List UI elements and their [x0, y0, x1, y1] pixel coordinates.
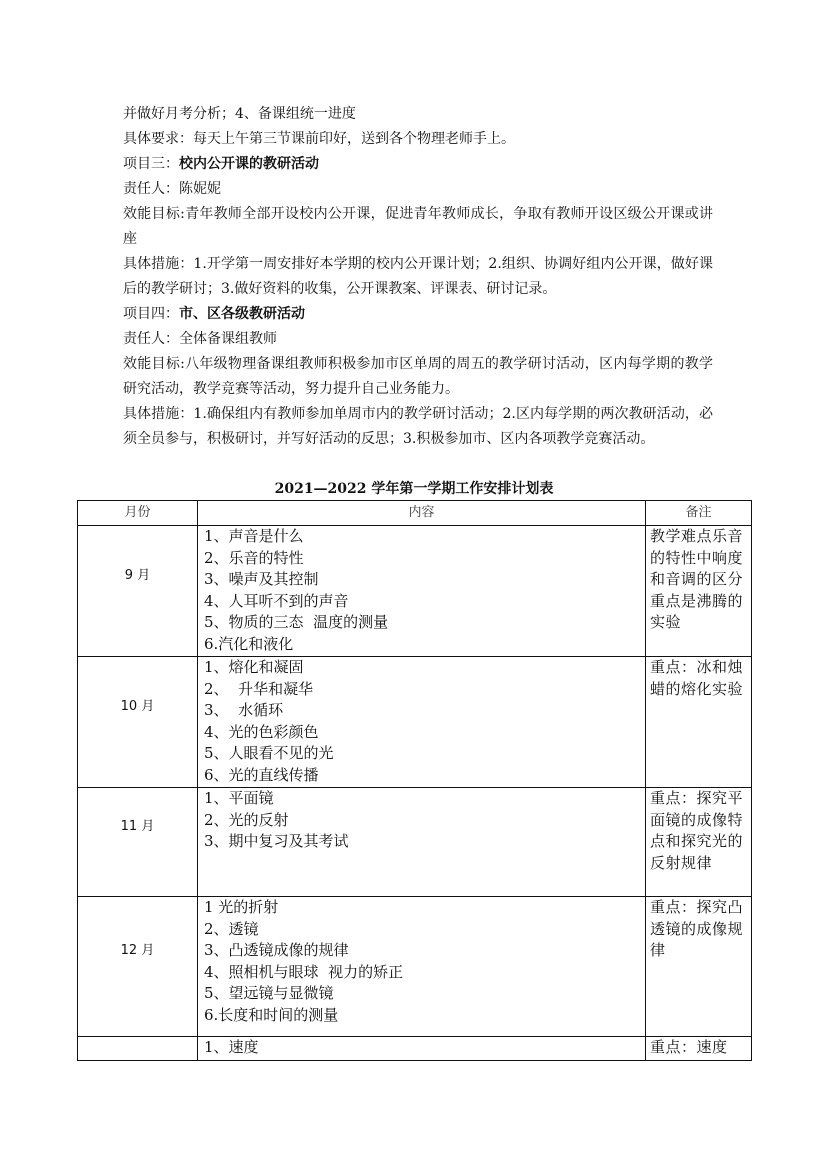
table-row [78, 657, 752, 788]
content-item: 1、声音是什么 [204, 527, 304, 545]
paragraph-project-four [123, 302, 713, 327]
content-item: 6.汽化和液化 [204, 634, 294, 653]
paragraph-text: 1.确保组内有教师参加单周市内的教学研讨活动；2.区内每学期的两次教研活动，必须全员参与，积极研讨，并写好活动的反思；3.积极参加市、区内各项教学竞赛活动。 [123, 406, 714, 447]
content-item: 4、人耳听不到的声音 [204, 591, 349, 610]
paragraph-label: 具体措施： [123, 406, 194, 422]
paragraph-text: 全体备课组教师 [179, 331, 277, 347]
paragraph-label: 效能目标: [123, 356, 185, 372]
content-item: 1、熔化和凝固 [204, 658, 304, 676]
content-item: 3、凸透镜成像的规律 [204, 941, 349, 959]
month-cell [78, 788, 198, 897]
month-cell [78, 1037, 198, 1061]
month-cell [78, 897, 198, 1037]
paragraph-text: 陈妮妮 [179, 181, 221, 197]
content-item: 6、光的直线传播 [204, 765, 319, 784]
month-label: 12 月 [120, 943, 155, 958]
note-cell: 教学难点乐音的特性中响度和音调的区分重点是沸腾的实验 [646, 526, 752, 657]
content-item: 5、物质的三态 温度的测量 [204, 613, 389, 631]
content-cell [198, 657, 646, 788]
content-item: 4、照相机与眼球 视力的矫正 [204, 962, 404, 981]
paragraph-label: 项目三： [123, 156, 179, 172]
paragraph-owner [123, 327, 713, 352]
paragraph-measures [123, 402, 713, 452]
header-notes: 备注 [646, 501, 752, 526]
note-cell: 重点：冰和烛蜡的熔化实验 [646, 657, 752, 788]
paragraph-project-three [123, 152, 713, 177]
paragraph-label: 具体措施： [123, 256, 194, 272]
content-item: 3、 水循环 [204, 701, 284, 719]
paragraph-continued [123, 102, 713, 127]
paragraph-goal [123, 202, 713, 252]
content-item: 4、光的色彩颜色 [204, 722, 319, 741]
note-cell: 重点：探究凸透镜的成像规律 [646, 897, 752, 1037]
month-label: 9 月 [124, 567, 151, 583]
table-row [78, 788, 752, 897]
content-item: 2、乐音的特性 [204, 548, 304, 567]
table-header-row [78, 501, 752, 526]
paragraph-label: 责任人： [123, 331, 179, 347]
plan-paragraphs [123, 102, 713, 452]
header-month: 月份 [78, 501, 198, 526]
paragraph-text: 青年教师全部开设校内公开课，促进青年教师成长，争取有教师开设区级公开课或讲座 [123, 206, 714, 247]
paragraph-label: 项目四： [123, 306, 179, 322]
paragraph-label: 效能目标: [123, 206, 185, 222]
paragraph-measures [123, 252, 713, 302]
note-cell: 重点：速度 [646, 1037, 752, 1061]
note-cell: 重点：探究平面镜的成像特点和探究光的反射规律 [646, 788, 752, 897]
content-item: 1、平面镜 [204, 789, 274, 807]
content-item: 2、 升华和凝华 [204, 679, 314, 698]
content-item: 2、光的反射 [204, 810, 289, 829]
month-label: 11 月 [120, 818, 155, 834]
content-item: 1 光的折射 [204, 898, 279, 916]
content-cell [198, 1037, 646, 1061]
paragraph-text: 八年级物理备课组教师积极参加市区单周的周五的教学研讨活动，区内每学期的教学研究活动，教学竞赛等活动，努力提升自己业务能力。 [123, 356, 714, 397]
month-cell [78, 657, 198, 788]
work-plan-table [77, 500, 752, 1061]
paragraph-text: 并做好月考分析；4、备课组统一进度 [123, 106, 356, 122]
paragraph-label: 责任人： [123, 181, 179, 197]
content-cell [198, 526, 646, 657]
content-item: 5、望远镜与显微镜 [204, 984, 334, 1002]
content-item: 3、期中复习及其考试 [204, 832, 349, 850]
content-cell [198, 788, 646, 897]
content-item: 3、噪声及其控制 [204, 570, 319, 588]
paragraph-goal [123, 352, 713, 402]
content-cell [198, 897, 646, 1037]
paragraph-requirements [123, 127, 713, 152]
paragraph-text: 1.开学第一周安排好本学期的校内公开课计划；2.组织、协调好组内公开课，做好课后的教学研讨；3.做好资料的收集，公开课教案、评课表、研讨记录。 [123, 256, 714, 297]
project-title: 市、区各级教研活动 [179, 306, 305, 322]
paragraph-text: 每天上午第三节课前印好，送到各个物理老师手上。 [193, 131, 515, 147]
header-content: 内容 [198, 501, 646, 526]
content-item: 1、速度 [204, 1038, 259, 1056]
content-item: 6.长度和时间的测量 [204, 1005, 339, 1024]
table-row [78, 526, 752, 657]
table-row [78, 1037, 752, 1061]
content-item: 2、透镜 [204, 919, 259, 938]
content-item: 5、人眼看不见的光 [204, 744, 334, 762]
project-title: 校内公开课的教研活动 [179, 156, 319, 172]
table-row [78, 897, 752, 1037]
month-cell [78, 526, 198, 657]
month-label: 10 月 [120, 698, 155, 714]
paragraph-owner [123, 177, 713, 202]
table-title: 2021—2022 学年第一学期工作安排计划表 [274, 481, 554, 497]
paragraph-label: 具体要求： [123, 131, 193, 147]
